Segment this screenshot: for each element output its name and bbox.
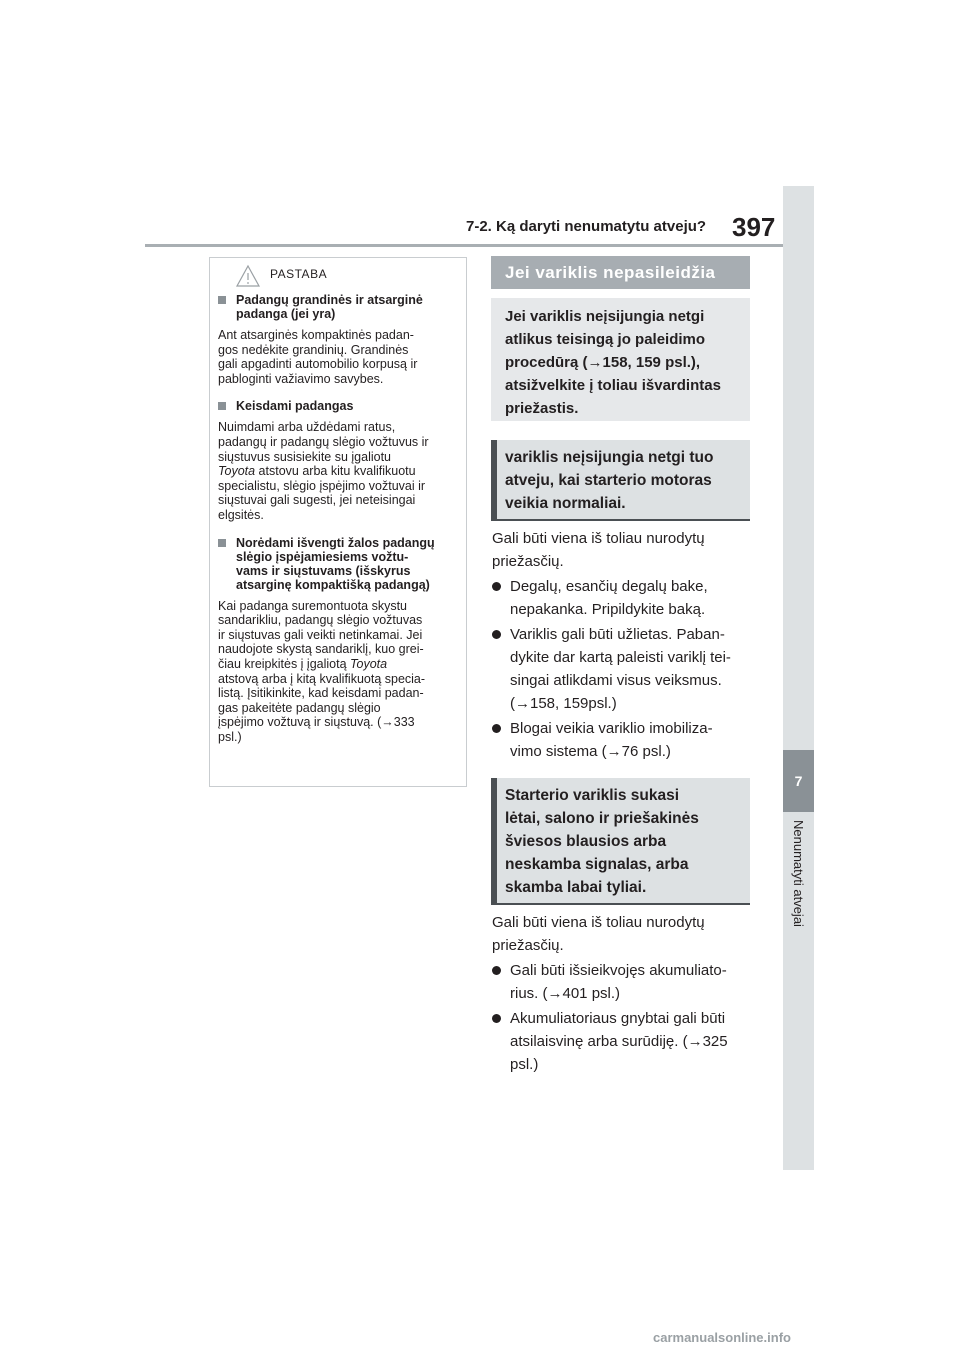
section-intro: Gali būti viena iš toliau nurodytų priežasčių. (492, 914, 705, 954)
topic-banner: Jei variklis nepasileidžia (491, 256, 750, 289)
notice-header (218, 258, 458, 293)
notice-body-text: Kai padanga suremontuota skystu sandarikliu, padangų slėgio vožtuvas ir siųstuvas gali veikti netinkamai. Jei naudojote skystą sandariklį, kuo grei- čiau kreipkitės į įgaliotą (218, 598, 424, 671)
list-item-text: Degalų, esančių degalų bake, nepakanka. Pripildykite baką. (510, 578, 708, 618)
bullet-dot-icon (492, 724, 501, 733)
warning-triangle-icon (235, 264, 261, 288)
list-item-text: Akumuliatoriaus gnybtai gali būti atsilaisvinę arba surūdiję. (→325 psl.) (510, 1010, 728, 1073)
list-item (492, 575, 762, 621)
notice-box (209, 257, 467, 787)
notice-item-title: Keisdami padangas (236, 399, 354, 414)
bullet-dot-icon (492, 582, 501, 591)
watermark: carmanualsonline.info (653, 1330, 791, 1345)
section-title: 7-2. Ką daryti nenumatytu atveju? (466, 218, 707, 235)
chapter-number-tab: 7 (783, 750, 814, 812)
side-tab-bottom (783, 812, 814, 1170)
notice-label: PASTABA (270, 267, 328, 281)
header-rule (145, 244, 785, 247)
notice-item-title: Norėdami išvengti žalos padangų slėgio įspėjamiesiems vožtu- vams ir siųstuvams (išskyrus atsarginę kompaktišką padangą) (236, 535, 435, 592)
notice-item-body (218, 420, 458, 522)
section-heading: variklis neįsijungia netgi tuo atveju, kai starterio motoras veikia normaliai. (491, 440, 750, 521)
section-heading: Starterio variklis sukasi lėtai, salono ir priešakinės šviesos blausios arba neskamba signalas, arba skamba labai tyliai. (491, 778, 750, 905)
notice-item-body: Ant atsarginės kompaktinės padan- gos nedėkite grandinių. Grandinės gali apgadinti automobilio korpusą ir pabloginti važiavimo savybes. (218, 328, 418, 386)
list-item-text: Variklis gali būti užlietas. Paban- dykite dar kartą paleisti variklį tei- singai atlikdami visus veiksmus. (→158, 159psl.) (510, 626, 731, 712)
square-bullet-icon (218, 539, 226, 547)
notice-item (218, 399, 458, 522)
list-item (492, 1007, 762, 1076)
section-intro: Gali būti viena iš toliau nurodytų priežasčių. (492, 530, 705, 570)
list-item-text: Blogai veikia variklio imobiliza- vimo sistema (→76 psl.) (510, 720, 713, 760)
notice-item (218, 293, 458, 386)
notice-item-title: Padangų grandinės ir atsarginė padanga (jei yra) (236, 293, 423, 321)
list-item (492, 717, 762, 763)
list-item-text: Gali būti išsieikvojęs akumuliato- rius. (→401 psl.) (510, 962, 727, 1002)
side-tab-top (783, 186, 814, 750)
intro-box: Jei variklis neįsijungia netgi atlikus teisingą jo paleidimo procedūrą (→158, 159 psl.), atsižvelkite į toliau išvardintas priežastis. (491, 298, 750, 421)
bullet-dot-icon (492, 1014, 501, 1023)
brand-name: Toyota (350, 656, 388, 671)
square-bullet-icon (218, 402, 226, 410)
brand-name: Toyota (218, 464, 256, 479)
chapter-label: Nenumatyti atvejai (791, 820, 806, 927)
notice-item-body (218, 599, 458, 745)
bullet-dot-icon (492, 630, 501, 639)
list-item (492, 959, 762, 1005)
list-item (492, 623, 762, 715)
bullet-dot-icon (492, 966, 501, 975)
notice-item (218, 536, 458, 745)
page-number: 397 (732, 212, 776, 242)
notice-body-text: Nuimdami arba uždėdami ratus, padangų ir padangų slėgio vožtuvus ir siųstuvus susisiekite su įgaliotu (218, 420, 429, 464)
square-bullet-icon (218, 296, 226, 304)
notice-body-text: atstovą arba į kitą kvalifikuotą specia- listą. Įsitikinkite, kad keisdami padan- gas pakeitėte padangų slėgio įspėjimo vožtuvą ir siųstuvą. (→333 psl.) (218, 671, 426, 744)
notice-body-text: atstovu arba kitu kvalifikuotu specialistu, slėgio įspėjimo vožtuvai ir siųstuvai gali sugesti, jei neteisingai elgsitės. (218, 464, 426, 522)
